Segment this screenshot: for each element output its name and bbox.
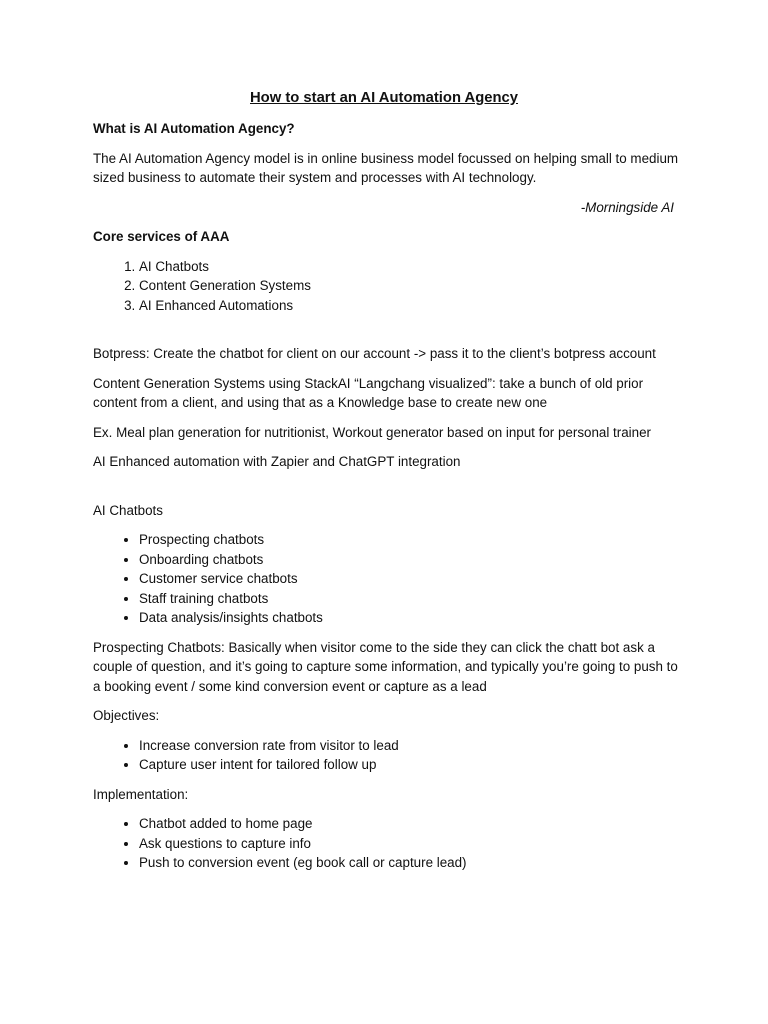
list-item: • Increase conversion rate from visitor to lead [139,736,688,756]
example-paragraph: Ex. Meal plan generation for nutritionist, Workout generator based on input for personal trainer [93,424,652,440]
implementation-heading: Implementation: [93,786,189,802]
objectives-list [93,736,688,775]
spacer [93,482,688,501]
implementation-list [93,814,688,873]
ai-chatbots-heading: AI Chatbots [93,502,163,518]
prospecting-paragraph: Prospecting Chatbots: Basically when visitor come to the side they can click the chatt bot ask a couple of question, and it’s going to capture some information, and typically you’re going to push to a booking event / some kind conversion event or capture as a lead [93,639,678,694]
core-services-list [93,257,688,316]
list-item: • Ask questions to capture info [139,834,688,854]
content-generation-paragraph: Content Generation Systems using StackAI “Langchang visualized”: take a bunch of old prior content from a client, and using that as a Knowledge base to create new one [93,375,644,410]
list-item: • Onboarding chatbots [139,550,688,570]
definition-paragraph: The AI Automation Agency model is in online business model focussed on helping small to medium sized business to automate their system and processes with AI technology. [93,150,679,185]
document-body [93,119,688,883]
objectives-heading: Objectives: [93,708,160,723]
list-item: • Staff training chatbots [139,589,688,609]
chatbot-types-list [93,530,688,628]
list-item: 1. AI Chatbots [139,257,688,277]
list-item: • Data analysis/insights chatbots [139,608,688,628]
core-services-heading: Core services of AAA [93,229,230,244]
list-item: • Capture user intent for tailored follow up [139,755,688,775]
question-heading: What is AI Automation Agency? [93,121,295,136]
list-item: • Customer service chatbots [139,569,688,589]
ai-enhanced-paragraph: AI Enhanced automation with Zapier and ChatGPT integration [93,454,461,469]
list-item: 3. AI Enhanced Automations [139,296,688,316]
list-item: 2. Content Generation Systems [139,276,688,296]
spacer [93,325,688,344]
attribution: -Morningside AI [580,199,674,215]
list-item: • Prospecting chatbots [139,530,688,550]
botpress-paragraph: Botpress: Create the chatbot for client on our account -> pass it to the client’s botpress account [93,346,656,361]
list-item: • Push to conversion event (eg book call or capture lead) [139,853,688,873]
list-item: • Chatbot added to home page [139,814,688,834]
document-title: How to start an AI Automation Agency [250,90,518,106]
